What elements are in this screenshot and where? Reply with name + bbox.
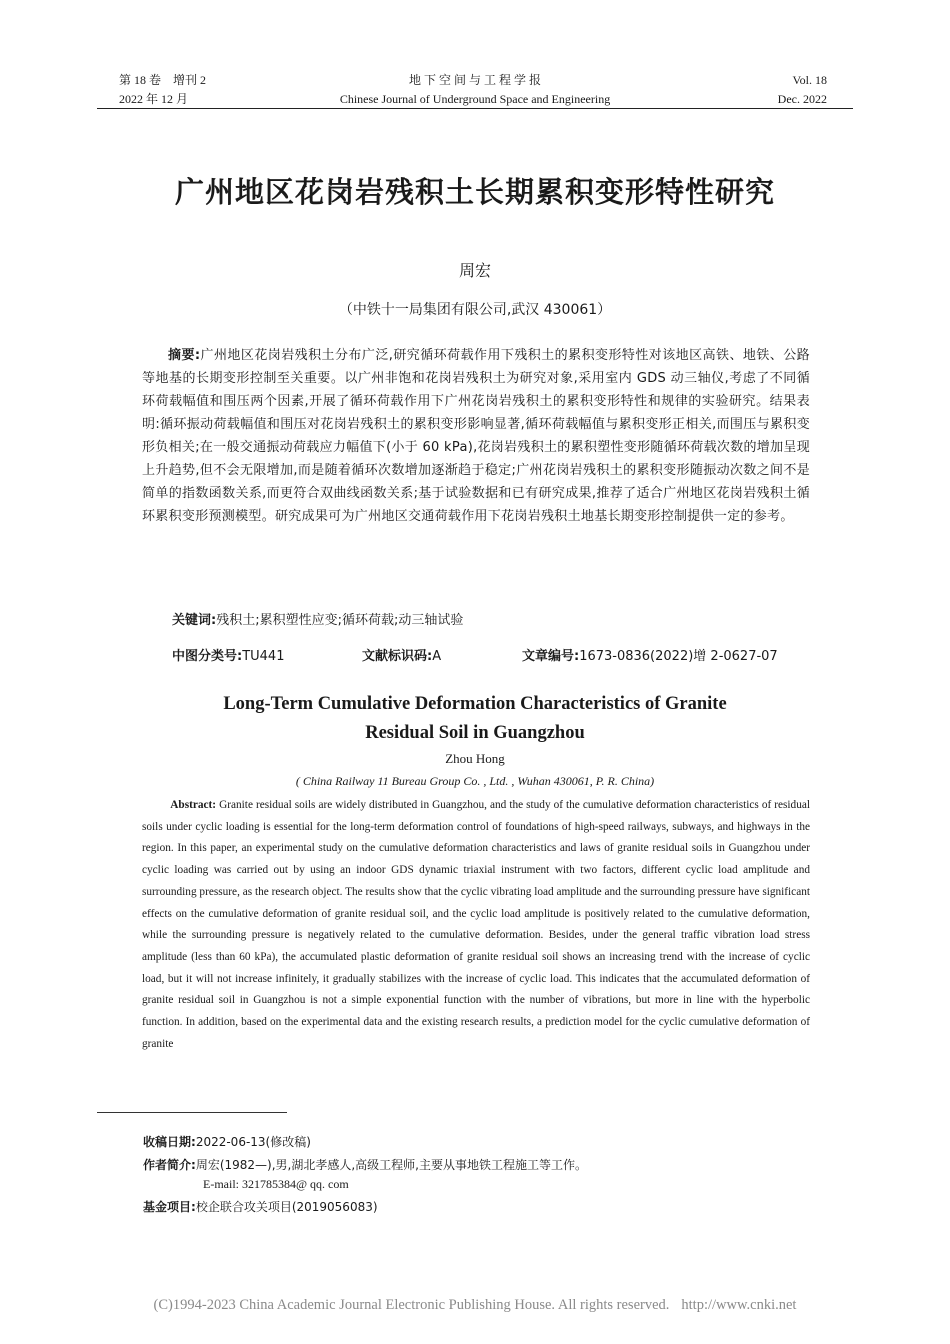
received-value: 2022-06-13(修改稿) <box>195 1135 311 1149</box>
date-en: Dec. 2022 <box>777 92 827 106</box>
keywords-cn-text: 残积土;累积塑性应变;循环荷载;动三轴试验 <box>216 613 464 628</box>
header-center <box>97 71 853 109</box>
author-bio-value: 周宏(1982—),男,湖北孝感人,高级工程师,主要从事地铁工程施工等工作。 <box>195 1158 587 1172</box>
author-name-cn: 周宏 <box>458 261 491 280</box>
volume-issue-cn: 第 18 卷 增刊 2 <box>119 73 207 87</box>
footnote-author <box>143 1156 587 1173</box>
abstract-en-text: Granite residual soils are widely distributed in Guangzhou, and the study of the cumulative deformation characteristics of residual soils under cyclic loading is essential for the long-term deformation control of foundations of high-speed railways, subways, and highways in the region. In this paper, an experimental study on the cumulative deformation characteristics and laws of granite residual soils in Guangzhou under cyclic loading was carried out by using an indoor GDS dynamic triaxial instrument with two factors, different cyclic load amplitude and surrounding pressure, as the research object. The results show that the cyclic vibrating load amplitude and the surrounding pressure have significant effects on the cumulative deformation of granite residual soil, and the cyclic load amplitude is positively related to the cumulative deformation, while the surrounding pressure is negatively related to the cumulative deformation. Besides, under the general traffic vibration load stress amplitude (less than 60 kPa), the accumulated plastic deformation of granite residual soil shows an increasing trend with the increase of cyclic load, but it will not increase infinitely, it gradually stabilizes with the increase of cyclic load. This indicates that the accumulated deformation of granite residual soil in Guangzhou is not a simple exponential function with the number of vibrations, but more in line with the hyperbolic function. In addition, based on the experimental data and the existing research results, a prediction model for the cyclic cumulative deformation of granite <box>142 799 811 1050</box>
document-code <box>362 645 441 664</box>
affiliation-en <box>0 774 950 789</box>
abstract-cn-label: 摘要: <box>168 348 201 363</box>
clc-number <box>172 645 284 664</box>
doc-code-label: 文献标识码: <box>362 649 433 664</box>
abstract-cn <box>142 344 810 528</box>
fund-value: 校企联合攻关项目(2019056083) <box>195 1200 378 1214</box>
abstract-en-label: Abstract: <box>170 799 217 811</box>
running-header <box>97 68 853 109</box>
footnote-fund <box>143 1198 378 1215</box>
copyright-text: (C)1994-2023 China Academic Journal Electronic Publishing House. All rights reserved. <box>153 1297 670 1313</box>
paper-title-cn: 广州地区花岗岩残积土长期累积变形特性研究 <box>174 175 775 209</box>
article-number <box>522 645 778 664</box>
footnote-divider <box>97 1112 287 1113</box>
clc-label: 中图分类号: <box>172 649 243 664</box>
affiliation-en-text: ( China Railway 11 Bureau Group Co. , Ltd. , Wuhan 430061, P. R. China) <box>295 774 655 788</box>
paper-title-en <box>0 690 950 748</box>
author-name-en: Zhou Hong <box>445 751 505 766</box>
volume-en: Vol. 18 <box>792 73 827 87</box>
keywords-cn <box>172 609 463 628</box>
date-cn: 2022 年 12 月 <box>119 92 189 106</box>
author-bio-label: 作者简介: <box>143 1158 196 1172</box>
paper-title-en-line2: Residual Soil in Guangzhou <box>365 723 585 743</box>
footnote-received <box>143 1133 311 1150</box>
journal-name-cn: 地 下 空 间 与 工 程 学 报 <box>408 73 541 87</box>
affiliation-cn: （中铁十一局集团有限公司,武汉 430061） <box>338 302 612 318</box>
header-right <box>778 71 827 109</box>
keywords-cn-label: 关键词: <box>172 613 217 628</box>
abstract-cn-text: 广州地区花岗岩残积土分布广泛,研究循环荷载作用下残积土的累积变形特性对该地区高铁、地铁、公路等地基的长期变形控制至关重要。以广州非饱和花岗岩残积土为研究对象,采用室内 GDS 动三轴仪,考虑了不同循环荷载幅值和围压两个因素,开展了循环荷载作用下广州花岗岩残积土的累积变形特性和规律的实验研究。结果表明:循环振动荷载幅值和围压对花岗岩残积土的累积变形影响显著,循环荷载幅值与累积变形正相关,而围压与累积变形负相关;在一般交通振动荷载应力幅值下(小于 60 kPa),花岗岩残积土的累积塑性变形随循环荷载次数的增加呈现上升趋势,但不会无限增加,而是随着循环次数增加逐渐趋于稳定;广州花岗岩残积土的累积变形随振动次数之间不是简单的指数函数关系,而更符合双曲线函数关系;基于试验数据和已有研究成果,推荐了适合广州地区花岗岩残积土循环累积变形预测模型。研究成果可为广州地区交通荷载作用下花岗岩残积土地基长期变形控制提供一定的参考。 <box>142 348 811 524</box>
fund-label: 基金项目: <box>143 1200 196 1214</box>
article-number-label: 文章编号: <box>522 649 580 664</box>
doc-code-value: A <box>432 649 442 664</box>
copyright-line <box>0 1297 950 1314</box>
article-number-value: 1673-0836(2022)增 2-0627-07 <box>579 649 778 664</box>
received-label: 收稿日期: <box>143 1135 196 1149</box>
author-email: E-mail: 321785384@ qq. com <box>203 1177 349 1191</box>
clc-value: TU441 <box>242 649 285 664</box>
journal-name-en: Chinese Journal of Underground Space and Engineering <box>339 92 611 106</box>
cnki-link[interactable]: http://www.cnki.net <box>681 1297 797 1313</box>
abstract-en <box>142 795 810 1055</box>
paper-title-en-line1: Long-Term Cumulative Deformation Characteristics of Granite <box>223 694 727 714</box>
